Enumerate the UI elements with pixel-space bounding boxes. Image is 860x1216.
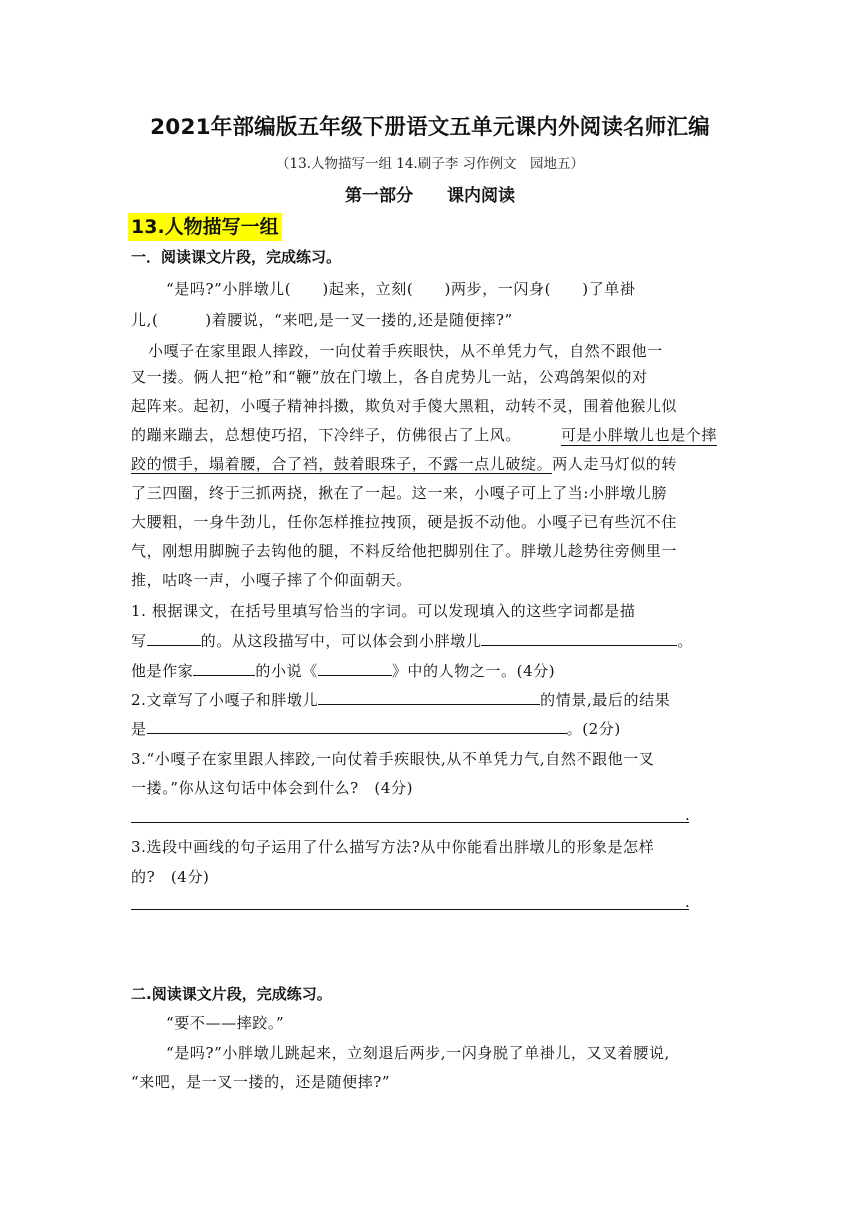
- answer-line[interactable]: [131, 822, 689, 823]
- passage-line: “是吗?”小胖墩儿( )起来，立刻( )两步，一闪身( )了单褂: [166, 280, 636, 298]
- passage-line: 的蹦来蹦去，总想使巧招，下冷绊子，仿佛很占了上风。: [131, 426, 522, 444]
- question-item-2-cont: [131, 718, 621, 739]
- question-item-1-cont: [131, 630, 693, 651]
- item-text: 写: [131, 632, 147, 650]
- passage-line: 儿,( )着腰说，“来吧,是一叉一搂的,还是随便摔?”: [131, 311, 513, 329]
- item-text: 他是作家: [131, 662, 194, 680]
- passage-line: 大腰粗，一身牛劲儿，任你怎样推拉拽顶，硬是扳不动他。小嘎子已有些沉不住: [131, 513, 678, 531]
- question-item-4-cont: 的? (4分): [131, 868, 210, 886]
- fill-blank[interactable]: [481, 630, 677, 646]
- item-text: 2.文章写了小嘎子和胖墩儿: [131, 691, 319, 709]
- question-item-3: 3.“小嘎子在家里跟人摔跤,一向仗着手疾眼快,从不单凭力气,自然不跟他一叉: [131, 750, 655, 768]
- passage-line: “是吗?”小胖墩儿跳起来，立刻退后两步,一闪身脱了单褂儿，又叉着腰说,: [166, 1044, 670, 1062]
- fill-blank[interactable]: [318, 689, 540, 705]
- item-text: 。(2分): [566, 720, 621, 738]
- document-subtitle: （13.人物描写一组 14.刷子李 习作例文 园地五）: [275, 156, 585, 172]
- passage-line: 起阵来。起初，小嘎子精神抖擞，欺负对手傻大黑粗，动转不灵，围着他猴儿似: [131, 397, 678, 415]
- passage-line-mixed: [131, 453, 677, 474]
- line-end-mark: .: [685, 893, 690, 911]
- item-text: 的。从这段描写中，可以体会到小胖墩儿: [200, 632, 482, 650]
- document-title: 2021年部编版五年级下册语文五单元课内外阅读名师汇编: [150, 115, 710, 140]
- question-item-1-cont: [131, 660, 555, 681]
- question-item-4: 3.选段中画线的句子运用了什么描写方法?从中你能看出胖墩儿的形象是怎样: [131, 838, 655, 856]
- part-heading: 第一部分 课内阅读: [345, 186, 515, 206]
- question-item-1: 1. 根据课文，在括号里填写恰当的字词。可以发现填入的这些字词都是描: [131, 602, 636, 620]
- passage-text: 两人走马灯似的转: [552, 455, 678, 473]
- passage-line: 了三四圈，终于三抓两挠，揪在了一起。这一来，小嘎子可上了当:小胖墩儿膀: [131, 484, 668, 502]
- line-end-mark: .: [685, 806, 690, 824]
- passage-line: 叉一搂。俩人把“枪”和“鞭”放在门墩上，各自虎势儿一站，公鸡鸽架似的对: [131, 368, 648, 386]
- fill-blank[interactable]: [193, 660, 255, 676]
- item-text: 的小说《: [255, 662, 318, 680]
- passage-line: “来吧，是一叉一搂的，还是随便摔?”: [131, 1073, 391, 1091]
- question-item-2: [131, 689, 670, 710]
- item-text: 。: [677, 632, 694, 650]
- fill-blank[interactable]: [318, 660, 392, 676]
- question-item-3-cont: 一搂。”你从这句话中体会到什么? (4分): [131, 779, 414, 797]
- passage-line: 推，咕咚一声，小嘎子摔了个仰面朝天。: [131, 571, 412, 589]
- item-text: 的情景,最后的结果: [540, 691, 671, 709]
- passage-line: 小嘎子在家里跟人摔跤，一向仗着手疾眼快，从不单凭力气，自然不跟他一: [148, 342, 663, 360]
- item-text: 》中的人物之一。(4分): [391, 662, 556, 680]
- passage-line: 气，刚想用脚腕子去钩他的腿，不料反给他把脚别住了。胖墩儿趁势往旁侧里一: [131, 542, 678, 560]
- fill-blank[interactable]: [147, 718, 567, 734]
- section-title-highlighted: 13.人物描写一组: [128, 213, 282, 241]
- underlined-sentence: 可是小胖墩儿也是个摔: [561, 426, 718, 444]
- fill-blank[interactable]: [147, 630, 201, 646]
- underlined-sentence: 跤的惯手，塌着腰，合了裆，鼓着眼珠子，不露一点儿破绽。: [131, 455, 553, 473]
- question-2-heading: 二.阅读课文片段，完成练习。: [131, 985, 332, 1003]
- passage-line: “要不——摔跤。”: [166, 1014, 285, 1032]
- answer-line[interactable]: [131, 909, 689, 910]
- item-text: 是: [131, 720, 147, 738]
- question-1-heading: 一．阅读课文片段，完成练习。: [131, 248, 342, 266]
